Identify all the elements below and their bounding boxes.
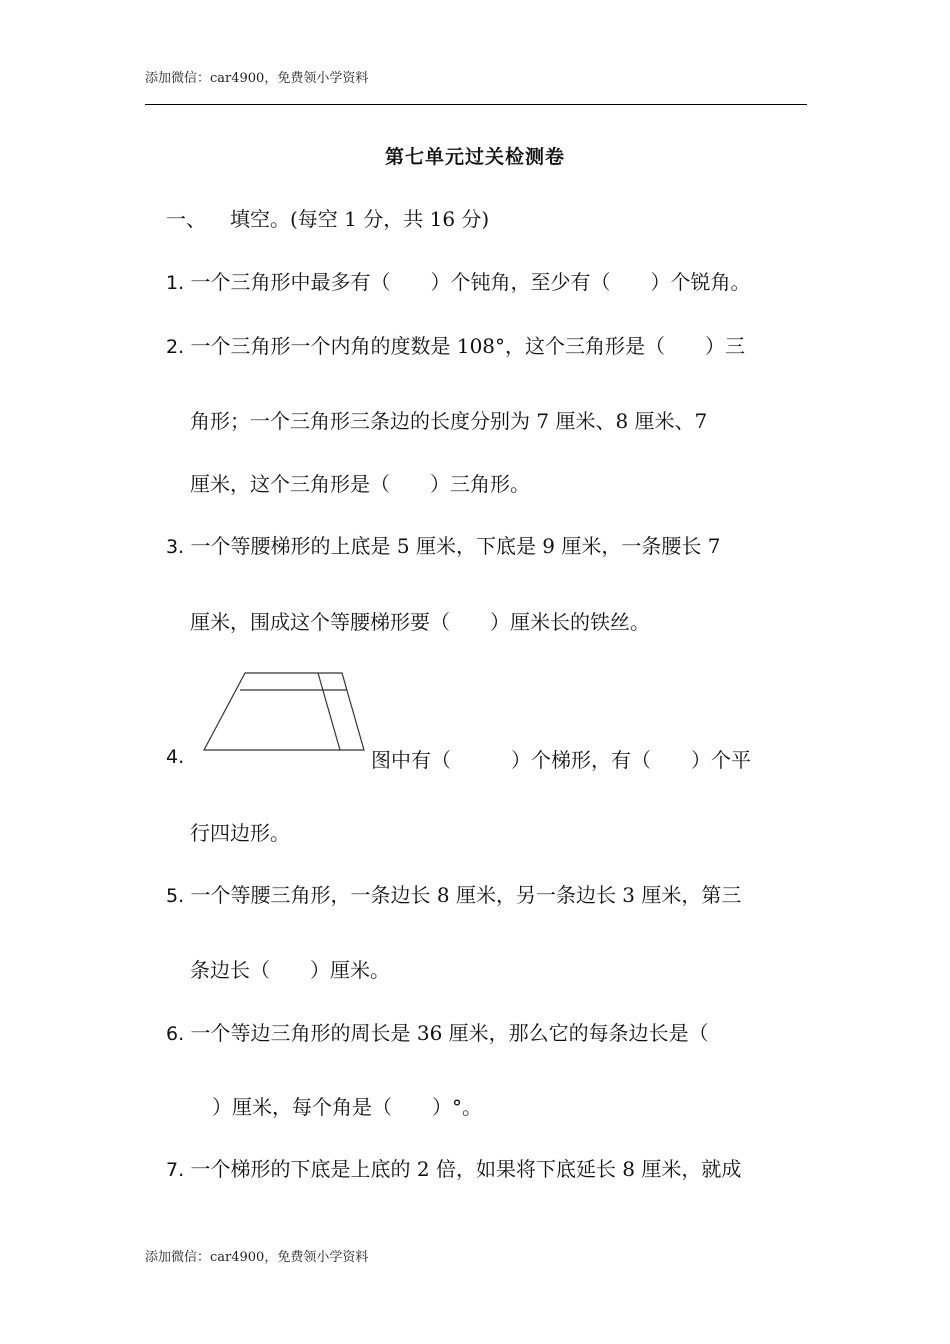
- question-text: 一个等腰梯形的上底是 5 厘米，下底是 9 厘米，一条腰长 7: [190, 534, 721, 558]
- question-number: 7.: [166, 1159, 185, 1181]
- question-4-line-2: 行四边形。: [190, 821, 290, 845]
- question-1: [166, 266, 751, 295]
- question-text: 一个等边三角形的周长是 36 厘米，那么它的每条边长是（: [190, 1021, 709, 1045]
- question-5-line-2: 条边长（ ）厘米。: [190, 958, 390, 982]
- question-number: 2.: [166, 336, 185, 358]
- question-number: 3.: [166, 536, 185, 558]
- page-title: 第七单元过关检测卷: [384, 146, 565, 168]
- question-number: 4.: [166, 746, 185, 768]
- question-3: [166, 530, 720, 559]
- header-divider: [145, 104, 807, 105]
- question-6-line-2: ）厘米，每个角是（ ）°。: [212, 1095, 482, 1119]
- question-4-number-wrap: [166, 744, 184, 768]
- question-number: 6.: [166, 1023, 185, 1045]
- section-title: 填空。(每空 1 分，共 16 分): [230, 207, 490, 231]
- question-text: 一个三角形一个内角的度数是 108°，这个三角形是（ ）三: [190, 334, 746, 358]
- question-number: 5.: [166, 885, 185, 907]
- question-text: 一个梯形的下底是上底的 2 倍，如果将下底延长 8 厘米，就成: [190, 1157, 742, 1181]
- question-2-line-2: 角形；一个三角形三条边的长度分别为 7 厘米、8 厘米、7: [190, 409, 708, 433]
- question-2: [166, 330, 745, 359]
- question-text: 一个三角形中最多有（ ）个钝角，至少有（ ）个锐角。: [190, 270, 751, 294]
- question-5: [166, 879, 741, 908]
- section-heading: [166, 203, 489, 232]
- question-6: [166, 1017, 709, 1046]
- question-4-text: 图中有（ ）个梯形，有（ ）个平: [371, 748, 751, 772]
- section-index: 一、: [166, 207, 206, 231]
- footer-watermark: 添加微信：car4900，免费领小学资料: [145, 1250, 369, 1265]
- inner-slant-line: [318, 673, 340, 750]
- question-3-line-2: 厘米，围成这个等腰梯形要（ ）厘米长的铁丝。: [190, 610, 650, 634]
- question-number: 1.: [166, 272, 185, 294]
- outer-trapezoid: [204, 673, 364, 750]
- question-text: 一个等腰三角形，一条边长 8 厘米，另一条边长 3 厘米，第三: [190, 883, 742, 907]
- trapezoid-figure: [200, 670, 370, 754]
- question-2-line-3: 厘米，这个三角形是（ ）三角形。: [190, 472, 530, 496]
- header-watermark: 添加微信：car4900，免费领小学资料: [145, 71, 369, 86]
- question-7: [166, 1153, 741, 1182]
